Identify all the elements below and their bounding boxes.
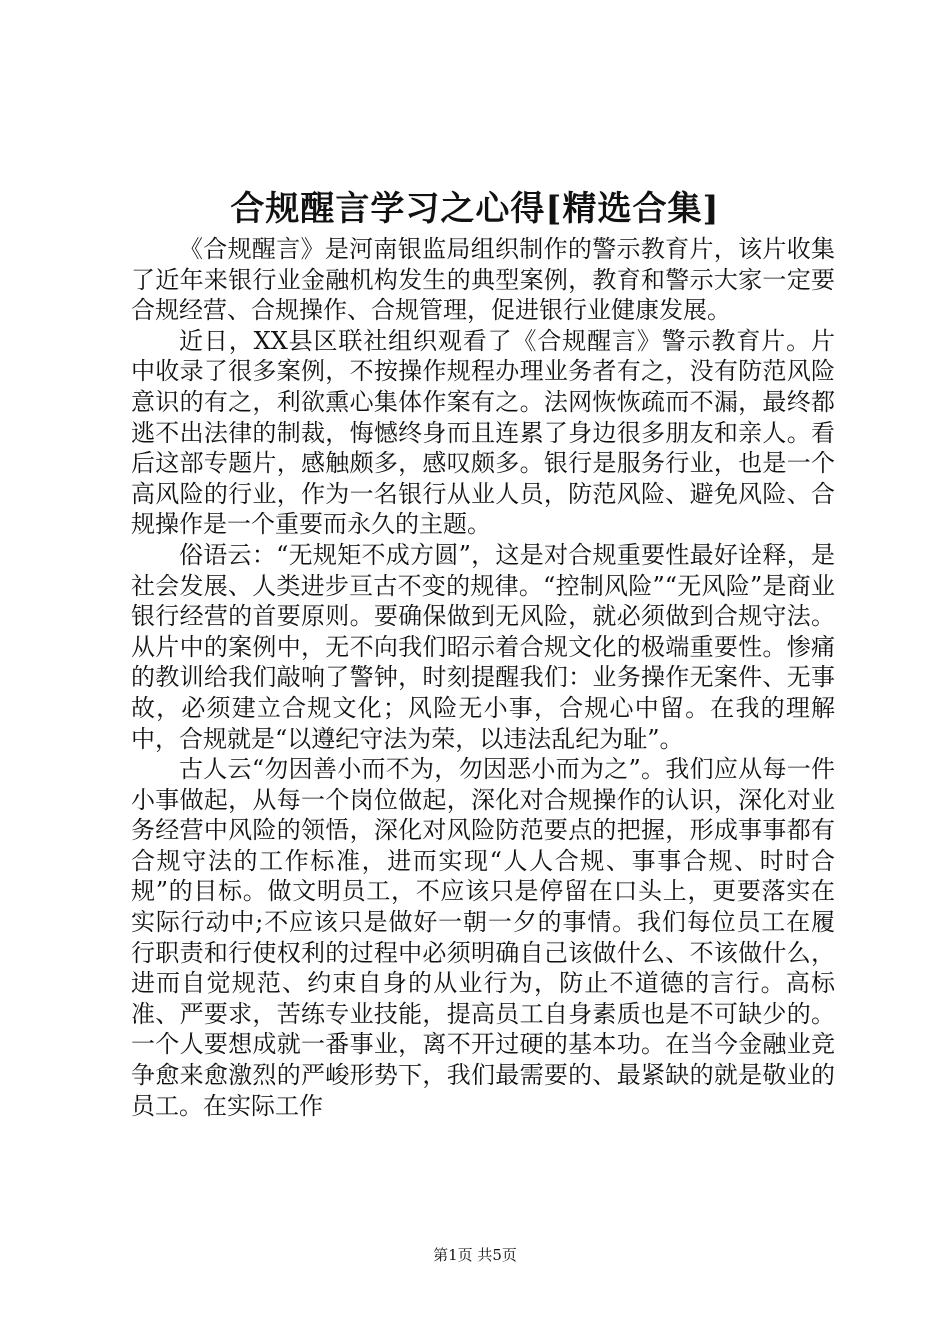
paragraph: 俗语云：“无规矩不成方圆”，这是对合规重要性最好诠释，是社会发展、人类进步亘古不变的规律。“控制风险”“无风险”是商业银行经营的首要原则。要确保做到无风险，就必须做到合规守法。从片中的案例中，无不向我们昭示着合规文化的极端重要性。惨痛的教训给我们敲响了警钟，时刻提醒我们：业务操作无案件、无事故，必须建立合规文化；风险无小事，合规心中留。在我的理解中，合规就是“以遵纪守法为荣，以违法乱纪为耻”。 — [131, 540, 835, 753]
paragraph: 《合规醒言》是河南银监局组织制作的警示教育片，该片收集了近年来银行业金融机构发生的典型案例，教育和警示大家一定要合规经营、合规操作、合规管理，促进银行业健康发展。 — [131, 235, 835, 325]
paragraph: 古人云“勿因善小而不为，勿因恶小而为之”。我们应从每一件小事做起，从每一个岗位做起，深化对合规操作的认识，深化对业务经营中风险的领悟，深化对风险防范要点的把握，形成事事都有合规守法的工作标准，进而实现“人人合规、事事合规、时时合规”的目标。做文明员工，不应该只是停留在口头上，更要落实在实际行动中;不应该只是做好一朝一夕的事情。我们每位员工在履行职责和行使权利的过程中必须明确自己该做什么、不该做什么，进而自觉规范、约束自身的从业行为，防止不道德的言行。高标准、严要求，苦练专业技能，提高员工自身素质也是不可缺少的。一个人要想成就一番事业，离不开过硬的基本功。在当今金融业竞争愈来愈激烈的严峻形势下，我们最需要的、最紧缺的就是敬业的员工。在实际工作 — [131, 755, 835, 1120]
document-title: 合规醒言学习之心得[精选合集] — [230, 189, 720, 229]
document-body — [131, 234, 835, 1121]
page-number-footer: 第1页 共5页 — [433, 1246, 517, 1264]
paragraph: 近日，XX县区联社组织观看了《合规醒言》警示教育片。片中收录了很多案例，不按操作规程办理业务者有之，没有防范风险意识的有之，利欲熏心集体作案有之。法网恢恢疏而不漏，最终都逃不出法律的制裁，悔憾终身而且连累了身边很多朋友和亲人。看后这部专题片，感触颇多，感叹颇多。银行是服务行业，也是一个高风险的行业，作为一名银行从业人员，防范风险、避免风险、合规操作是一个重要而永久的主题。 — [131, 326, 835, 539]
